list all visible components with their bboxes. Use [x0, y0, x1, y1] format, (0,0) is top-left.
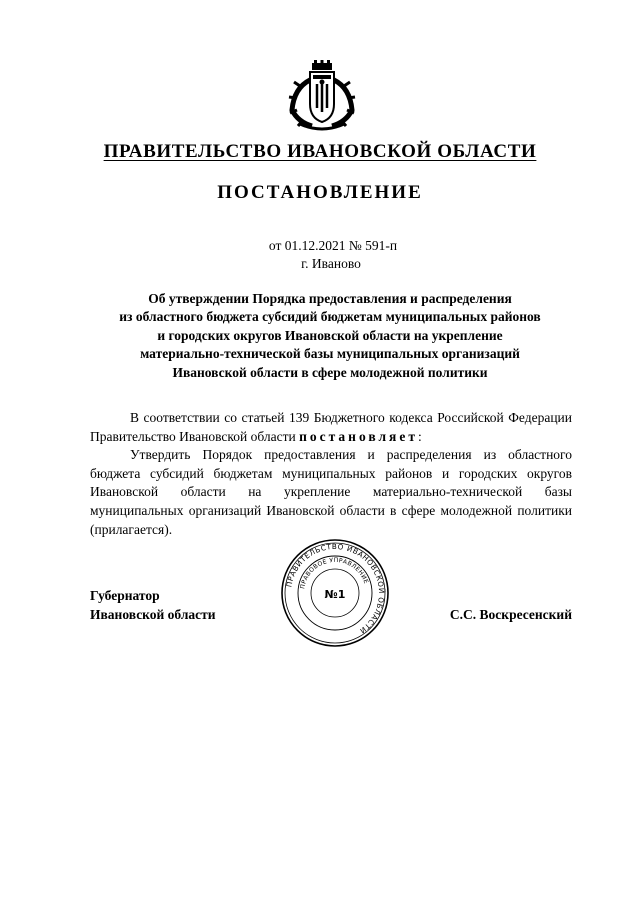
government-title: ПРАВИТЕЛЬСТВО ИВАНОВСКОЙ ОБЛАСТИ — [103, 141, 537, 162]
stamp-number: №1 — [324, 588, 346, 601]
svg-text:ПРАВОВОЕ УПРАВЛЕНИЕ — [299, 557, 369, 590]
stamp-inner-text: ПРАВОВОЕ УПРАВЛЕНИЕ — [299, 556, 370, 590]
subject-line: и городских округов Ивановской области на укрепление — [157, 327, 503, 343]
document-body — [90, 409, 572, 539]
ivanovo-coat-of-arms-icon — [288, 60, 356, 132]
subject-line: Об утверждении Порядка предоставления и распределения — [148, 291, 512, 306]
body-paragraph: Утвердить Порядок предоставления и распределения из областного бюджета субсидий бюджетам муниципальных районов и городских округов Ивановской области на укрепление материально-технической базы муниципальных организаций Ивановской области в сфере молодежной политики (прилагается). — [90, 447, 572, 537]
body-text: : — [417, 428, 422, 444]
document-type: ПОСТАНОВЛЕНИЕ — [217, 182, 423, 203]
signer-title — [90, 586, 216, 624]
subject-line: материально-технической базы муниципальных организаций — [140, 346, 520, 362]
decree-keyword: постановляет — [299, 428, 418, 444]
document-date-number: от 01.12.2021 № 591-п — [268, 238, 398, 253]
signer-title-line: Губернатор — [90, 588, 160, 603]
document-subject — [80, 290, 580, 382]
subject-line: из областного бюджета субсидий бюджетам муниципальных районов — [119, 309, 541, 325]
body-text: В соответствии со статьей 139 Бюджетного кодекса Российской Федерации Правительство Ивановской области — [90, 410, 572, 444]
subject-line: Ивановской области в сфере молодежной политики — [172, 364, 488, 380]
signer-title-line: Ивановской области — [90, 607, 216, 622]
document-city: г. Иваново — [301, 256, 361, 271]
signer-name: С.С. Воскресенский — [449, 607, 572, 622]
stamp-outer-text: ПРАВИТЕЛЬСТВО ИВАНОВСКОЙ ОБЛАСТИ — [284, 541, 387, 636]
round-seal-icon — [280, 538, 390, 648]
body-paragraph — [90, 409, 572, 446]
